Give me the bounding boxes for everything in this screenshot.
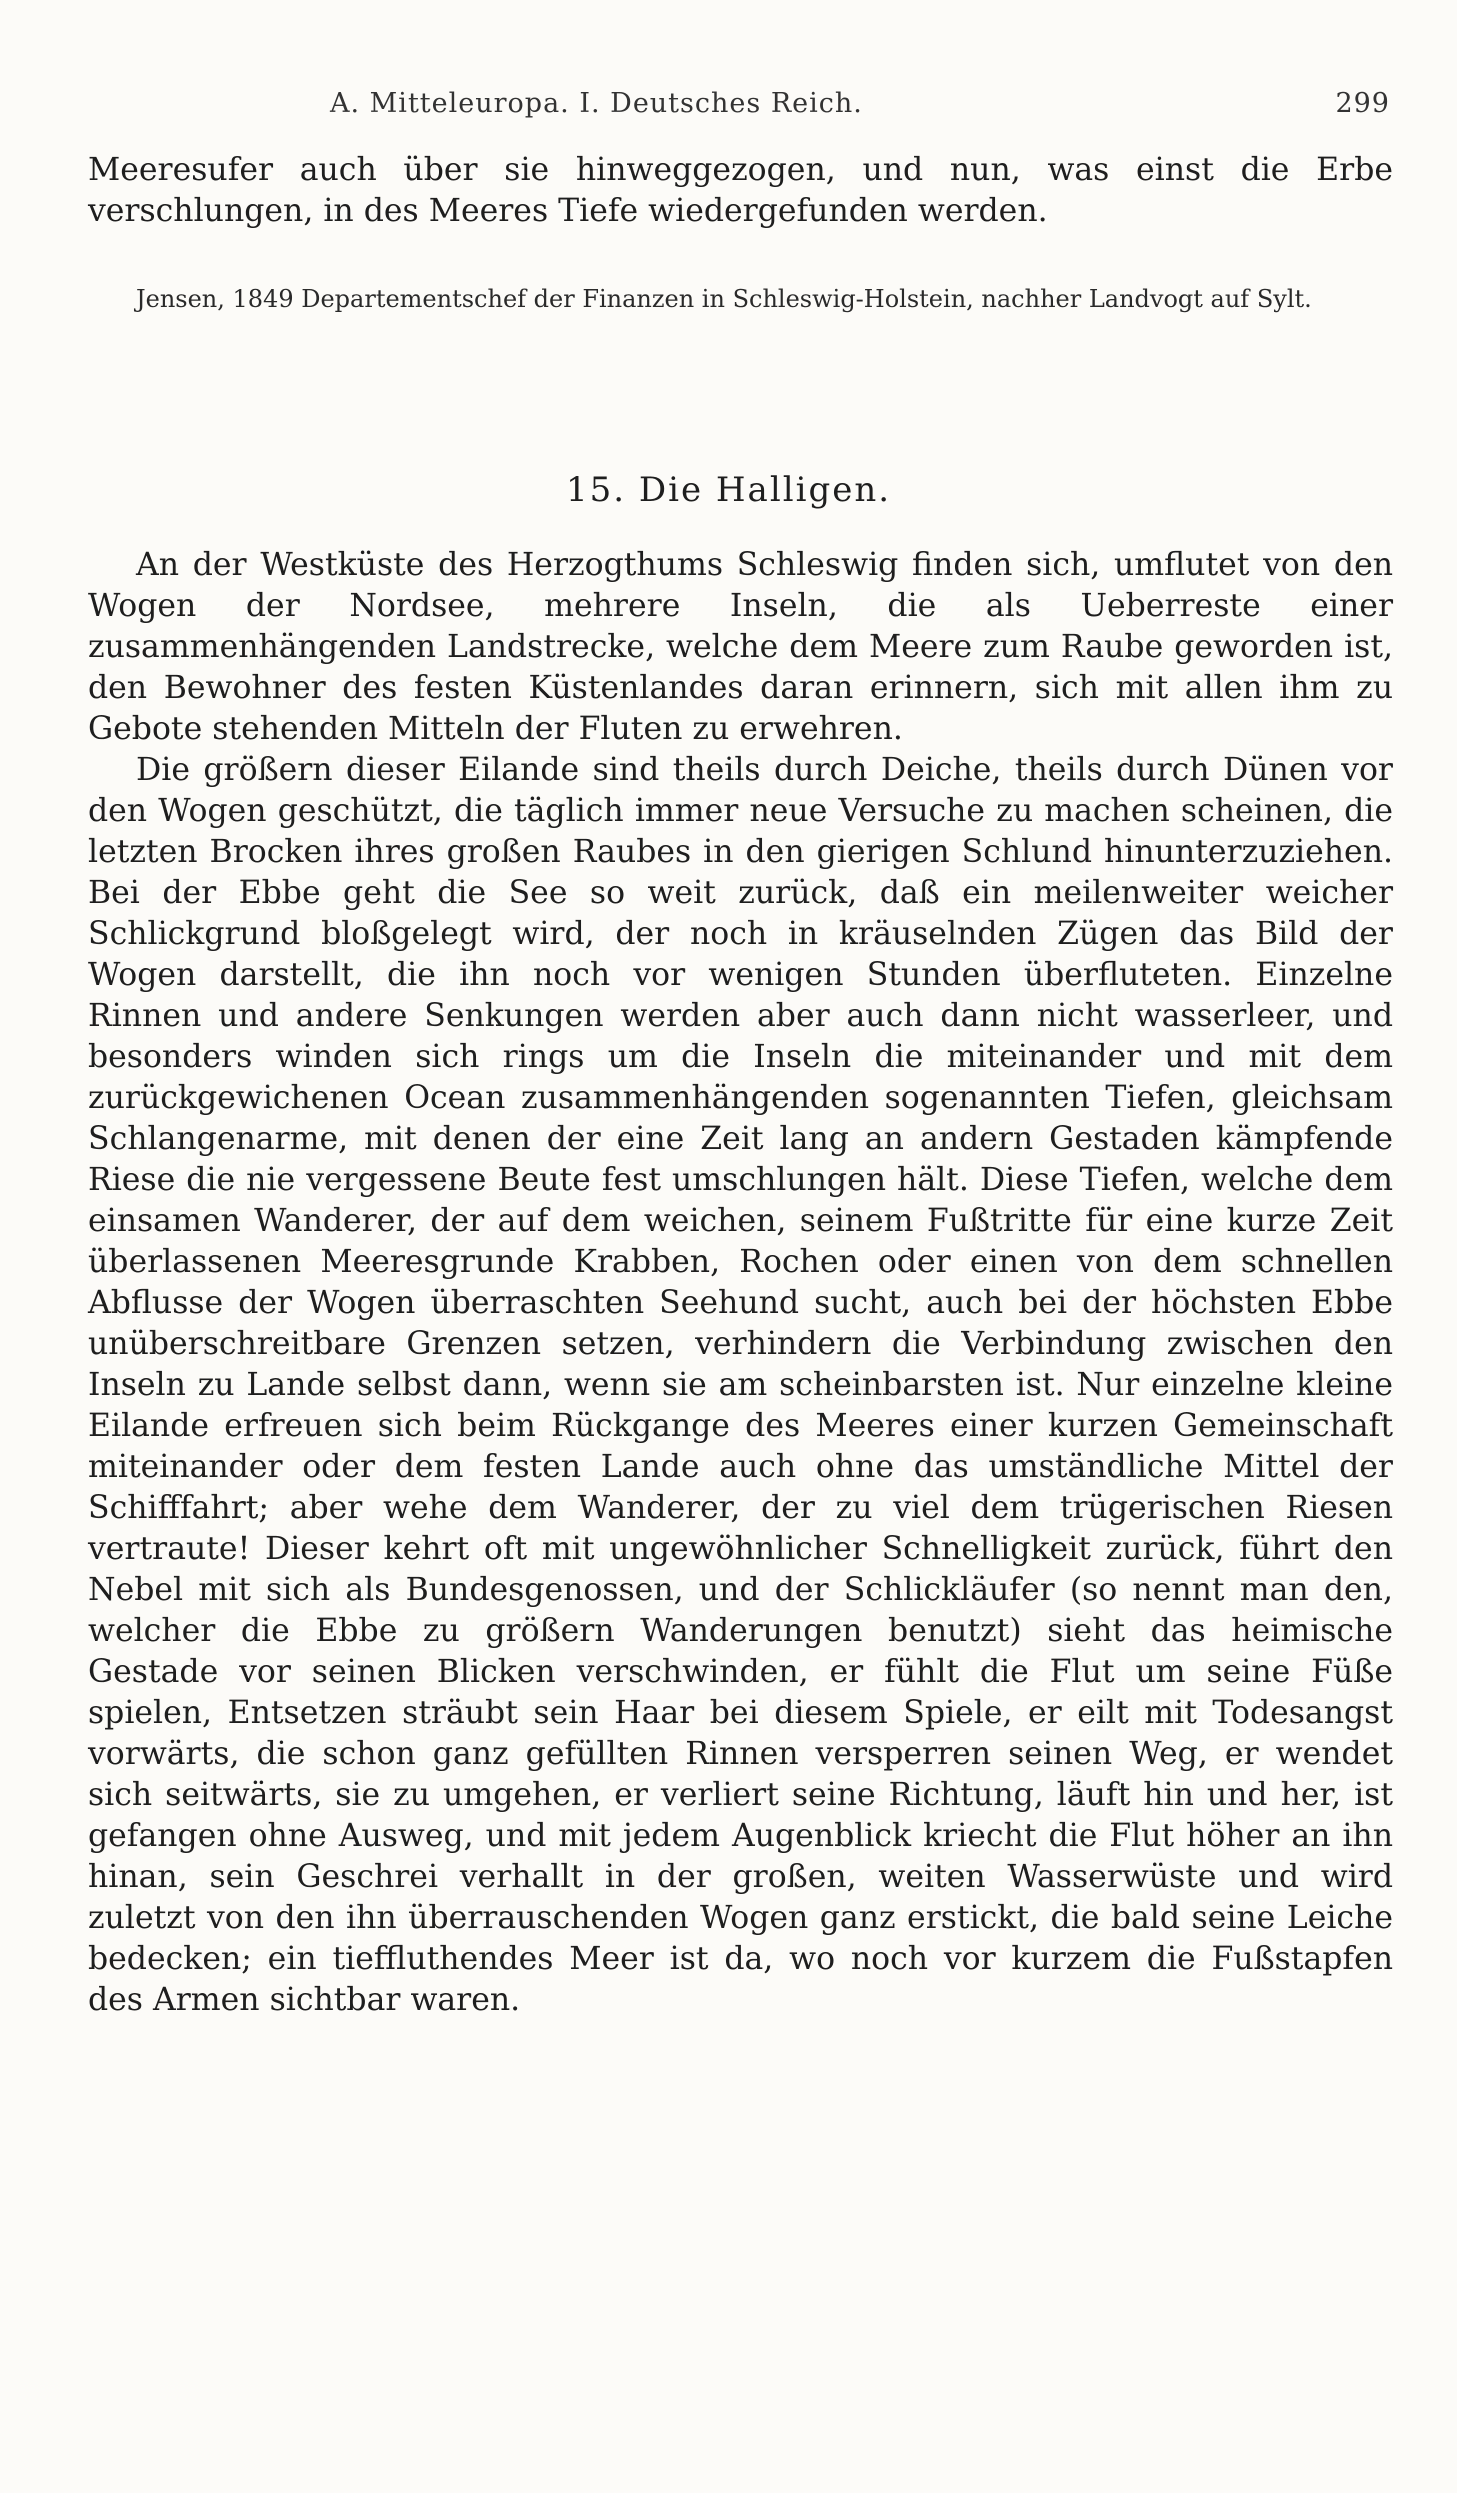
intro-paragraph: Meeresufer auch über sie hinweggezogen, und nun, was einst die Erbe verschlungen, in des Meeres Tiefe wiedergefunden werden.	[88, 152, 1393, 229]
running-head	[330, 88, 1390, 128]
body-paragraph: An der Westküste des Herzogthums Schleswig finden sich, umflutet von den Wogen der Nordsee, mehrere Inseln, die als Ueberreste einer zusammenhängenden Landstrecke, welche dem Meere zum Raube geworden ist, den Bewohner des festen Küstenlandes daran erinnern, sich mit allen ihm zu Gebote stehenden Mitteln der Fluten zu erwehren.	[88, 547, 1393, 747]
source-citation: Jensen, 1849 Departementschef der Finanzen in Schleswig-Holstein, nachher Landvogt auf Sylt.	[136, 285, 1312, 313]
intro-block	[88, 150, 1393, 232]
page-number: 299	[1335, 88, 1390, 119]
body-paragraph: Die größern dieser Eilande sind theils durch Deiche, theils durch Dünen vor den Wogen geschützt, die täglich immer neue Versuche zu machen scheinen, die letzten Brocken ihres großen Raubes in den gierigen Schlund hinunterzuziehen. Bei der Ebbe geht die See so weit zurück, daß ein meilenweiter weicher Schlickgrund bloßgelegt wird, der noch in kräuselnden Zügen das Bild der Wogen darstellt, die ihn noch vor wenigen Stunden überfluteten. Einzelne Rinnen und andere Senkungen werden aber auch dann nicht wasserleer, und besonders winden sich rings um die Inseln die miteinander und mit dem zurückgewichenen Ocean zusammenhängenden sogenannten Tiefen, gleichsam Schlangenarme, mit denen der eine Zeit lang an andern Gestaden kämpfende Riese die nie vergessene Beute fest umschlungen hält. Diese Tiefen, welche dem einsamen Wanderer, der auf dem weichen, seinem Fußtritte für eine kurze Zeit überlassenen Meeresgrunde Krabben, Rochen oder einen von dem schnellen Abflusse der Wogen überraschten Seehund sucht, auch bei der höchsten Ebbe unüberschreitbare Grenzen setzen, verhindern die Verbindung zwischen den Inseln zu Lande selbst dann, wenn sie am scheinbarsten ist. Nur einzelne kleine Eilande erfreuen sich beim Rückgange des Meeres einer kurzen Gemeinschaft miteinander oder dem festen Lande auch ohne das umständliche Mittel der Schifffahrt; aber wehe dem Wanderer, der zu viel dem trügerischen Riesen vertraute! Dieser kehrt oft mit ungewöhnlicher Schnelligkeit zurück, führt den Nebel mit sich als Bundesgenossen, und der Schlickläufer (so nennt man den, welcher die Ebbe zu größern Wanderungen benutzt) sieht das heimische Gestade vor seinen Blicken verschwinden, er fühlt die Flut um seine Füße spielen, Entsetzen sträubt sein Haar bei diesem Spiele, er eilt mit Todesangst vorwärts, die schon ganz gefüllten Rinnen versperren seinen Weg, er wendet sich seitwärts, sie zu umgehen, er verliert seine Richtung, läuft hin und her, ist gefangen ohne Ausweg, und mit jedem Augenblick kriecht die Flut höher an ihn hinan, sein Geschrei verhallt in der großen, weiten Wasserwüste und wird zuletzt von den ihn überrauschenden Wogen ganz erstickt, die bald seine Leiche bedecken; ein tieffluthendes Meer ist da, wo noch vor kurzem die Fußstapfen des Armen sichtbar waren.	[88, 752, 1393, 2018]
section-body	[88, 545, 1393, 2021]
section-heading: 15. Die Halligen.	[565, 470, 892, 510]
running-title: A. Mitteleuropa. I. Deutsches Reich.	[330, 88, 863, 119]
